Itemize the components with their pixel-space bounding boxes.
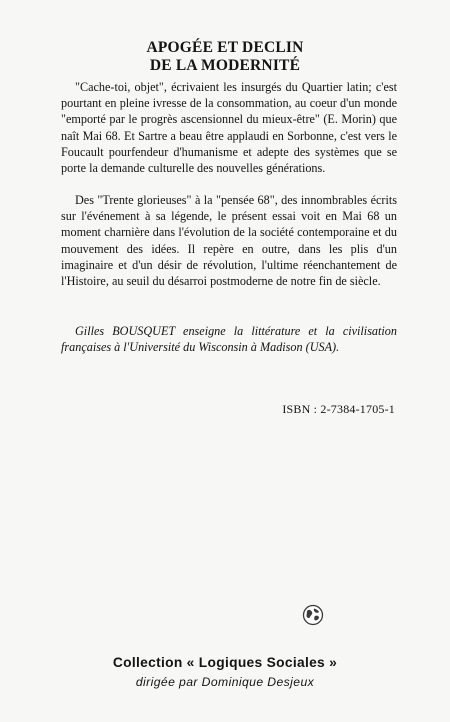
blurb-paragraph-2: [61, 192, 397, 289]
isbn-number: ISBN : 2-7384-1705-1: [282, 402, 395, 416]
blurb-paragraph-1: [61, 79, 397, 176]
book-title-line-1: APOGÉE ET DECLIN: [146, 39, 304, 56]
blurb-paragraph-1-text: "Cache-toi, objet", écrivaient les insurgés du Quartier latin; c'est pourtant en pleine ivresse de la consommation, au coeur d'un monde "emporté par le progrès ascensionnel du mieux-être" (E. Morin) que naît Mai 68. Et Sartre a beau être applaudi en Sorbonne, c'est vers le Foucault pourfendeur d'humanisme et adepte des systèmes que se porte la demande culturelle des nouvelles générations.: [61, 80, 397, 176]
globe-icon: [302, 604, 324, 626]
collection-director: dirigée par Dominique Desjeux: [135, 675, 315, 689]
author-bio: Gilles BOUSQUET enseigne la littérature et la civilisation françaises à l'Université du Wisconsin à Madison (USA).: [61, 324, 397, 355]
blurb-paragraph-2-text: Des "Trente glorieuses" à la "pensée 68", des innombrables écrits sur l'événement à sa légende, le présent essai voit en Mai 68 un moment charnière dans l'évolution de la société contemporaine et du mouvement des idées. Il repère en outre, dans les plis d'un imaginaire et d'un désir de révolution, l'ultime réenchantement de l'Histoire, au seuil du désarroi postmoderne de notre fin de siècle.: [61, 193, 397, 289]
book-title-line-2: DE LA MODERNITÉ: [149, 57, 301, 74]
collection-name: Collection « Logiques Sociales »: [112, 655, 338, 670]
